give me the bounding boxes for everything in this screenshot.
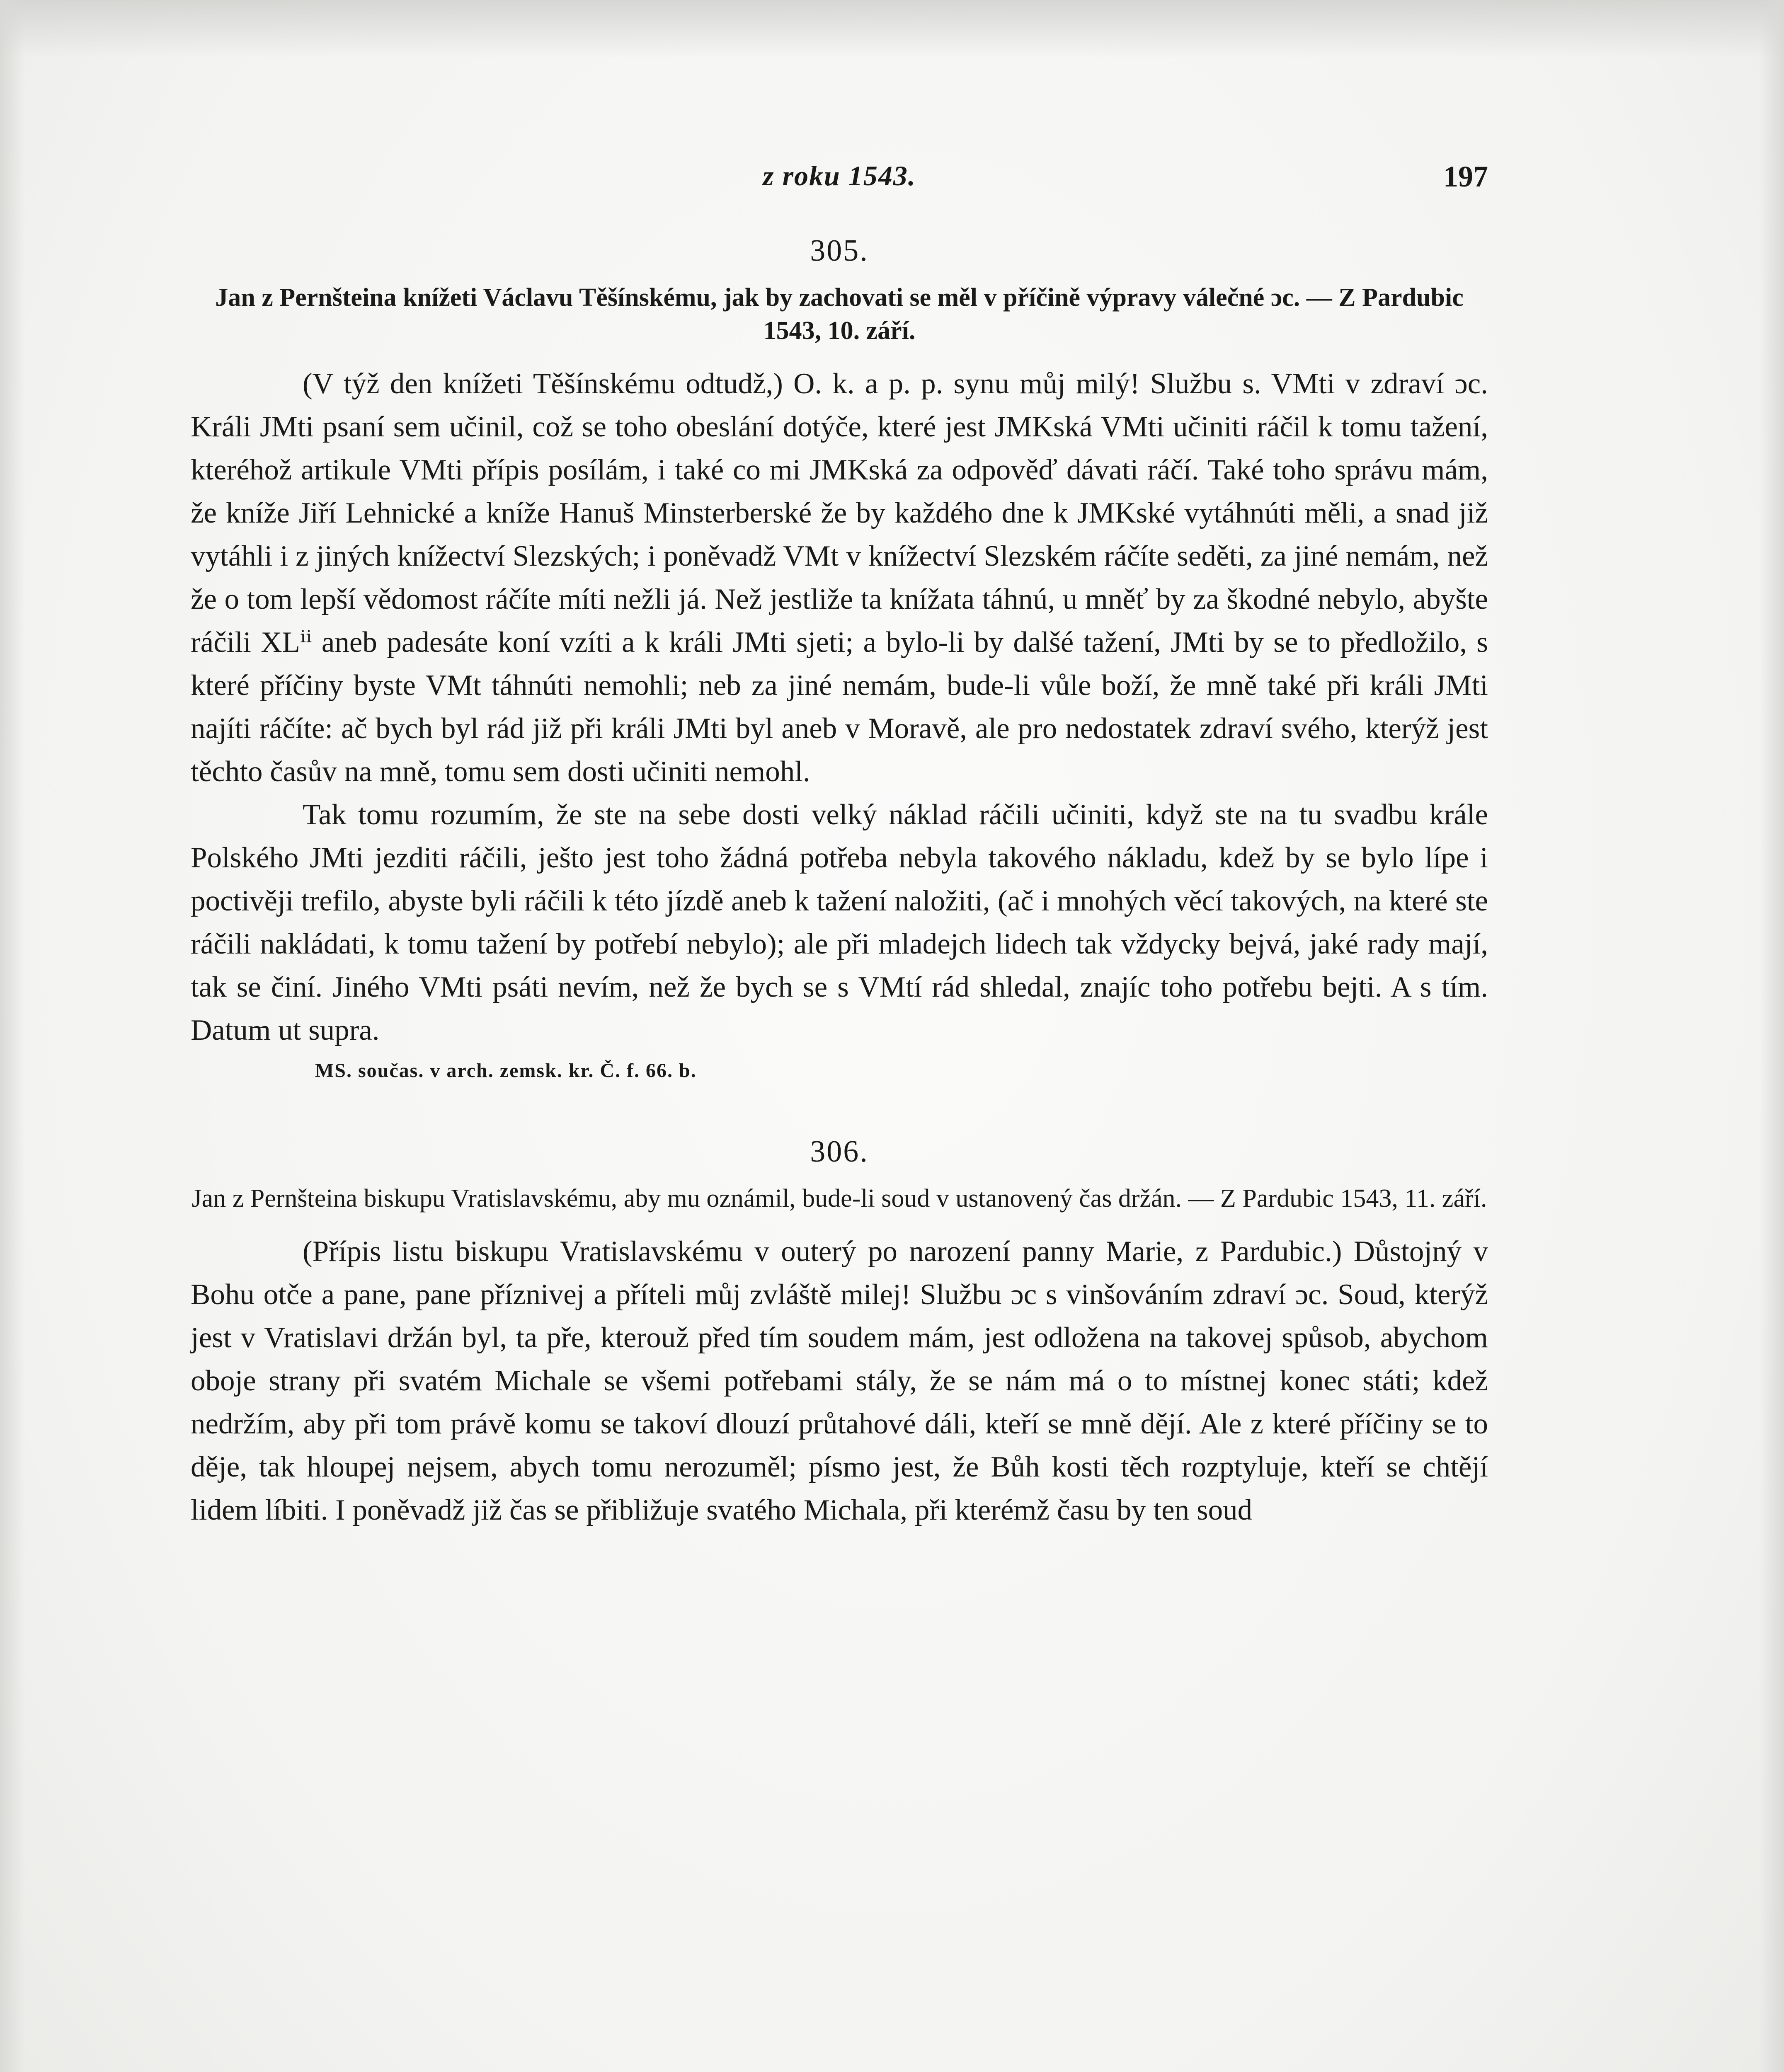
page-shadow-top [0,0,1784,58]
document-paragraph: (Přípis listu biskupu Vratislavskému v outerý po narození panny Marie, z Pardubic.) Důstojný v Bohu otče a pane, pane příznivej a příteli můj zvláště milej! Službu ɔc s vinšováním zdraví ɔc. Soud, kterýž jest v Vratislavi držán byl, ta pře, kterouž před tím soudem mám, jest odložena na takovej spůsob, abychom oboje strany při svatém Michale se všemi potřebami stály, že se nám má o to místnej konec státi; kdež nedržím, aby při tom právě komu se takoví dlouzí průtahové dáli, kteří se mně dějí. Ale z které příčiny se to děje, tak hloupej nejsem, abych tomu nerozuměl; písmo jest, že Bůh kosti těch rozptyluje, kteří se chtějí lidem líbiti. I poněvadž již čas se přibližuje svatého Michala, při kterémž času by ten soud [191,1235,1488,1526]
page-content [191,232,1488,1532]
page-shadow-left [0,0,25,2072]
source-note: MS. součas. v arch. zemsk. kr. Č. f. 66. b. [315,1060,697,1082]
document-number: 306. [810,1135,869,1169]
document-summary: Jan z Pernšteina knížeti Václavu Těšínskému, jak by zachovati se měl v příčině výpravy válečné ɔc. — Z Pardubic 1543, 10. září. [215,283,1464,345]
document-305 [191,232,1488,1087]
page-number: 197 [1443,160,1488,193]
document-306 [191,1133,1488,1532]
section-gap [191,1087,1488,1133]
page-shadow-right [1759,0,1784,2072]
document-paragraph: (V týž den knížeti Těšínskému odtudž,) O. k. a p. p. synu můj milý! Službu s. VMti v zdraví ɔc. Králi JMti psaní sem učinil, což se toho obeslání dotýče, které jest JMKská VMti učiniti ráčil k tomu tažení, kteréhož artikule VMti přípis posílám, i také co mi JMKská za odpověď dávati ráčí. Také toho správu mám, že kníže Jiří Lehnické a kníže Hanuš Minsterberské že by každého dne k JMKské vytáhnúti měli, a snad již vytáhli i z jiných knížectví Slezských; i poněvadž VMt v knížectví Slezském ráčíte seděti, za jiné nemám, než že o tom lepší vědomost ráčíte míti nežli já. Než jestliže ta knížata táhnú, u mněť by za škodné nebylo, abyšte ráčili XLⁱⁱ aneb padesáte koní vzíti a k králi JMti sjeti; a bylo-li by dalšé tažení, JMti by se to předložilo, s které příčiny byste VMt táhnúti nemohli; neb za jiné nemám, bude-li vůle boží, že mně také při králi JMti najíti ráčíte: ač bych byl rád již při králi JMti byl aneb v Moravě, ale pro nedostatek zdraví svého, kterýž jest těchto časův na mně, tomu sem dosti učiniti nemohl. [191,368,1488,788]
running-title: z roku 1543. [763,160,916,191]
running-head [191,160,1488,197]
document-summary: Jan z Pernšteina biskupu Vratislavskému, aby mu oznámil, bude-li soud v ustanovený čas držán. — Z Pardubic 1543, 11. září. [191,1184,1487,1213]
document-number: 305. [810,234,869,268]
document-paragraph: Tak tomu rozumím, že ste na sebe dosti velký náklad ráčili učiniti, když ste na tu svadbu krále Polského JMti jezditi ráčili, ješto jest toho žádná potřeba nebyla takového nákladu, kdež by se bylo lípe i poctivěji trefilo, abyste byli ráčili k této jízdě aneb k tažení naložiti, (ač i mnohých věcí takových, na které ste ráčili nakládati, k tomu tažení by potřebí nebylo); ale při mladejch lidech tak vždycky bejvá, jaké rady mají, tak se činí. Jiného VMti psáti nevím, než že bych se s VMtí rád shledal, znajíc toho potřebu bejti. A s tím. Datum ut supra. [191,799,1488,1046]
